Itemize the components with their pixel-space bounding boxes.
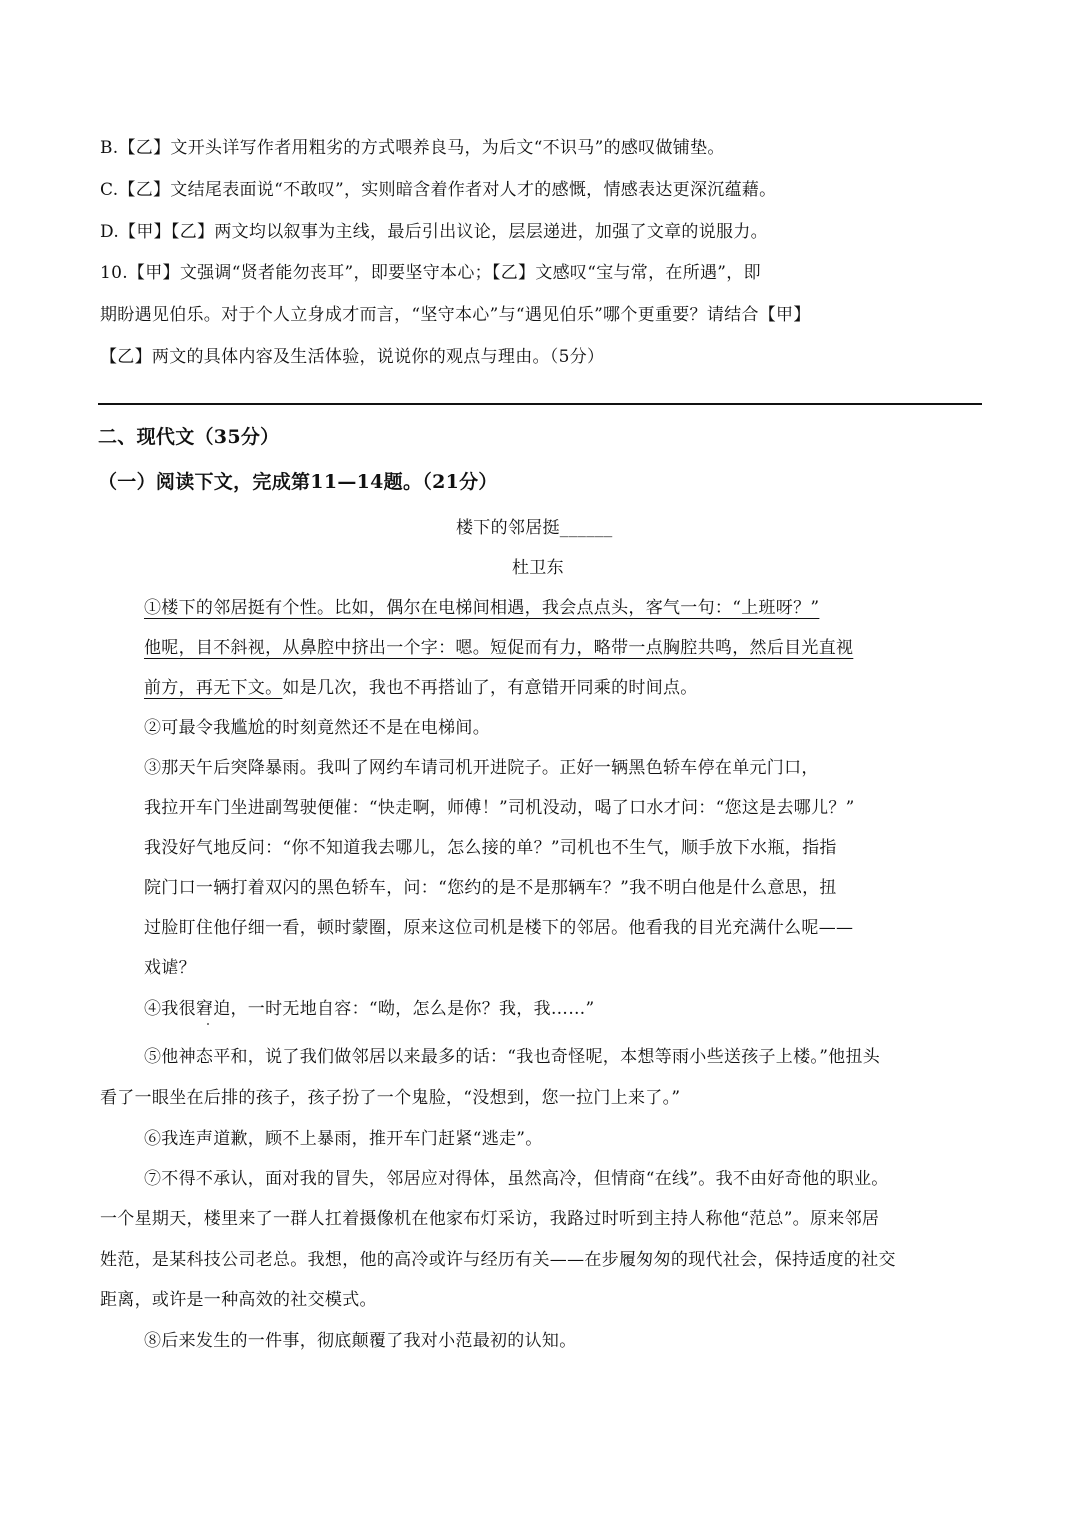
paragraph-1-rest: 如是几次，我也不再搭讪了，有意错开同乘的时间点。 <box>282 678 698 698</box>
paragraph-4: ④我很窘迫，一时无地自容：“呦，怎么是你？我，我……” <box>144 999 595 1019</box>
option-d: D.【甲】【乙】两文均以叙事为主线，最后引出议论，层层递进，加强了文章的说服力。 <box>100 222 768 242</box>
paragraph-3-line-5: 过脸盯住他仔细一看，顿时蒙圈，原来这位司机是楼下的邻居。他看我的目光充满什么呢—— <box>144 918 854 938</box>
paragraph-7-line-4: 距离，或许是一种高效的社交模式。 <box>100 1290 377 1310</box>
option-b: B.【乙】文开头详写作者用粗劣的方式喂养良马，为后文“不识马”的感叹做铺垫。 <box>100 138 725 158</box>
passage-title: 楼下的邻居挺______ <box>456 518 613 538</box>
paragraph-1-line-1: ①楼下的邻居挺有个性。比如，偶尔在电梯间相遇，我会点点头，客气一句：“上班呀？” <box>144 598 820 618</box>
option-c: C.【乙】文结尾表面说“不敢叹”，实则暗含着作者对人才的感慨，情感表达更深沉蕴藉。 <box>100 180 777 200</box>
question-10-line-2: 期盼遇见伯乐。对于个人立身成才而言，“坚守本心”与“遇见伯乐”哪个更重要？请结合【甲】 <box>100 305 811 325</box>
section-subheading: （一）阅读下文，完成第11—14题。（21分） <box>98 471 498 493</box>
section-heading: 二、现代文（35分） <box>98 426 280 448</box>
paragraph-3-line-3: 我没好气地反问：“你不知道我去哪儿，怎么接的单？”司机也不生气，顺手放下水瓶，指指 <box>144 838 837 858</box>
paragraph-3-line-1: ③那天午后突降暴雨。我叫了网约车请司机开进院子。正好一辆黑色轿车停在单元门口， <box>144 758 819 778</box>
emphasis-dot <box>207 1023 209 1025</box>
passage-author: 杜卫东 <box>512 558 564 578</box>
paragraph-7-line-1: ⑦不得不承认，面对我的冒失，邻居应对得体，虽然高冷，但情商“在线”。我不由好奇他的职业。 <box>144 1169 889 1189</box>
paragraph-2: ②可最令我尴尬的时刻竟然还不是在电梯间。 <box>144 718 490 738</box>
paragraph-3-line-4: 院门口一辆打着双闪的黑色轿车，问：“您约的是不是那辆车？”我不明白他是什么意思，扭 <box>144 878 837 898</box>
paragraph-7-line-2: 一个星期天，楼里来了一群人扛着摄像机在他家布灯采访，我路过时听到主持人称他“范总”。原来邻居 <box>100 1209 880 1229</box>
question-10-line-3: 【乙】两文的具体内容及生活体验，说说你的观点与理由。（5分） <box>100 347 605 367</box>
paragraph-7-line-3: 姓范，是某科技公司老总。我想，他的高冷或许与经历有关——在步履匆匆的现代社会，保持适度的社交 <box>100 1250 896 1270</box>
question-10-line-1: 10.【甲】文强调“贤者能勿丧耳”，即要坚守本心；【乙】文感叹“宝与常，在所遇”，即 <box>100 263 761 283</box>
paragraph-6: ⑥我连声道歉，顾不上暴雨，推开车门赶紧“逃走”。 <box>144 1129 543 1149</box>
paragraph-3-line-6: 戏谑？ <box>144 958 196 978</box>
section-divider <box>98 403 982 405</box>
paragraph-8: ⑧后来发生的一件事，彻底颠覆了我对小范最初的认知。 <box>144 1331 577 1351</box>
paragraph-1-line-2: 他呢，目不斜视，从鼻腔中挤出一个字：嗯。短促而有力，略带一点胸腔共鸣，然后目光直视 <box>144 638 854 658</box>
paragraph-5-line-1: ⑤他神态平和，说了我们做邻居以来最多的话：“我也奇怪呢，本想等雨小些送孩子上楼。”他扭头 <box>144 1047 881 1067</box>
paragraph-3-line-2: 我拉开车门坐进副驾驶便催：“快走啊，师傅！”司机没动，喝了口水才问：“您这是去哪儿？” <box>144 798 855 818</box>
paragraph-5-line-2: 看了一眼坐在后排的孩子，孩子扮了一个鬼脸，“没想到，您一拉门上来了。” <box>100 1088 681 1108</box>
paragraph-1-line-3 <box>144 676 698 700</box>
paragraph-1-underlined-end: 前方，再无下文。 <box>144 678 283 698</box>
